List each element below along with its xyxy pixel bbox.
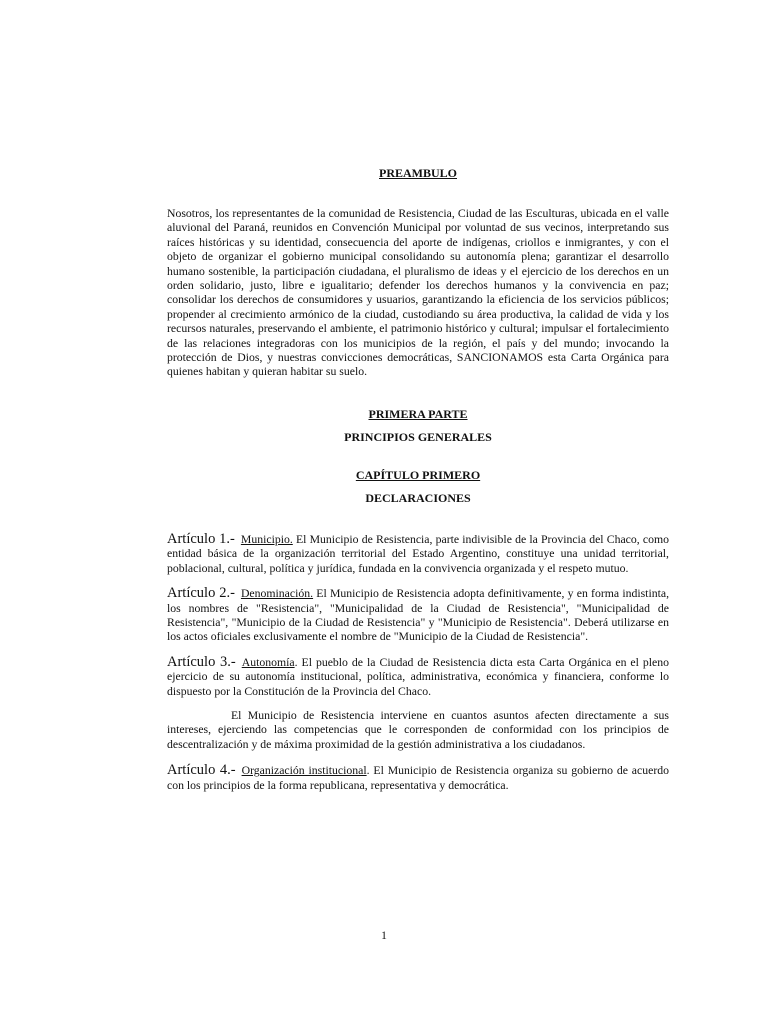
article-heading: Denominación. <box>240 587 314 601</box>
page-number: 1 <box>381 930 387 942</box>
document-body <box>167 166 669 793</box>
article-number: Artículo 1.- <box>167 530 235 547</box>
article-text: El Municipio de Resistencia, parte indivisible de la Provincia del Chaco, como entidad básica de la organización territorial del Estado Argentino, constituye una unidad territorial, poblacional, cultural, política y jurídica, fundada en la convivencia organizada y el respeto mutuo. <box>167 532 669 575</box>
article-text: . El Municipio de Resistencia organiza su gobierno de acuerdo con los principios de la forma republicana, representativa y democrática. <box>167 764 669 792</box>
chapter-subtitle: DECLARACIONES <box>365 490 471 505</box>
article-heading: Autonomía <box>241 655 295 669</box>
article-number: Artículo 3.- <box>167 653 236 670</box>
part-subtitle: PRINCIPIOS GENERALES <box>344 429 492 444</box>
article-1 <box>167 532 669 576</box>
article-3 <box>167 655 669 699</box>
article-text: El Municipio de Resistencia adopta definitivamente, y en forma indistinta, los nombres de "Resistencia", "Municipalidad de la Ciudad de Resistencia", "Municipalidad de Resistencia", "Municipio de la Ciudad de Resistencia" y "Municipio de Resistencia". Deberá utilizarse en los actos oficiales exclusivamente el nombre de "Municipio de la Ciudad de Resistencia". <box>167 587 670 644</box>
article-text: . El pueblo de la Ciudad de Resistencia dicta esta Carta Orgánica en el pleno ejercicio de su autonomía institucional, política, administrativa, económica y financiera, conforme lo dispuesto por la Constitución de la Provincia del Chaco. <box>167 655 670 698</box>
article-heading: Organización institucional <box>241 764 367 778</box>
preamble-title: PREAMBULO <box>379 166 457 180</box>
article-4 <box>167 763 669 793</box>
article-number: Artículo 4.- <box>167 762 236 779</box>
article-3-paragraph-2: El Municipio de Resistencia interviene en cuantos asuntos afecten directamente a sus intereses, ejerciendo las competencias que le corresponden de conformidad con los principios de descentralización y de máxima proximidad de la gestión administrativa a los ciudadanos. <box>167 708 669 751</box>
chapter-title: CAPÍTULO PRIMERO <box>355 467 481 482</box>
article-2 <box>167 586 669 645</box>
part-title: PRIMERA PARTE <box>368 406 468 421</box>
article-number: Artículo 2.- <box>167 585 235 602</box>
preamble-text: Nosotros, los representantes de la comunidad de Resistencia, Ciudad de las Esculturas, ubicada en el valle aluvional del Paraná, reunidos en Convención Municipal por voluntad de sus vecinos, interpretando sus raíces históricas y su identidad, consecuencia del aporte de indígenas, criollos e inmigrantes, y con el objeto de organizar el gobierno municipal consolidando su autonomía plena; garantizar el desarrollo humano sostenible, la participación ciudadana, el pluralismo de ideas y el ejercicio de los derechos en un orden solidario, justo, libre e igualitario; defender los derechos humanos y la convivencia en paz; consolidar los derechos de consumidores y usuarios, garantizando la eficiencia de los servicios públicos; propender al crecimiento armónico de la ciudad, custodiando su área productiva, la calidad de vida y los recursos naturales, preservando el ambiente, el patrimonio histórico y cultural; impulsar el fortalecimiento de las relaciones integradoras con los municipios de la región, el país y del mundo; invocando la protección de Dios, y nuestras convicciones democráticas, SANCIONAMOS esta Carta Orgánica para quienes habitan y quieran habitar su suelo. <box>167 207 669 379</box>
article-heading: Municipio. <box>240 532 293 546</box>
